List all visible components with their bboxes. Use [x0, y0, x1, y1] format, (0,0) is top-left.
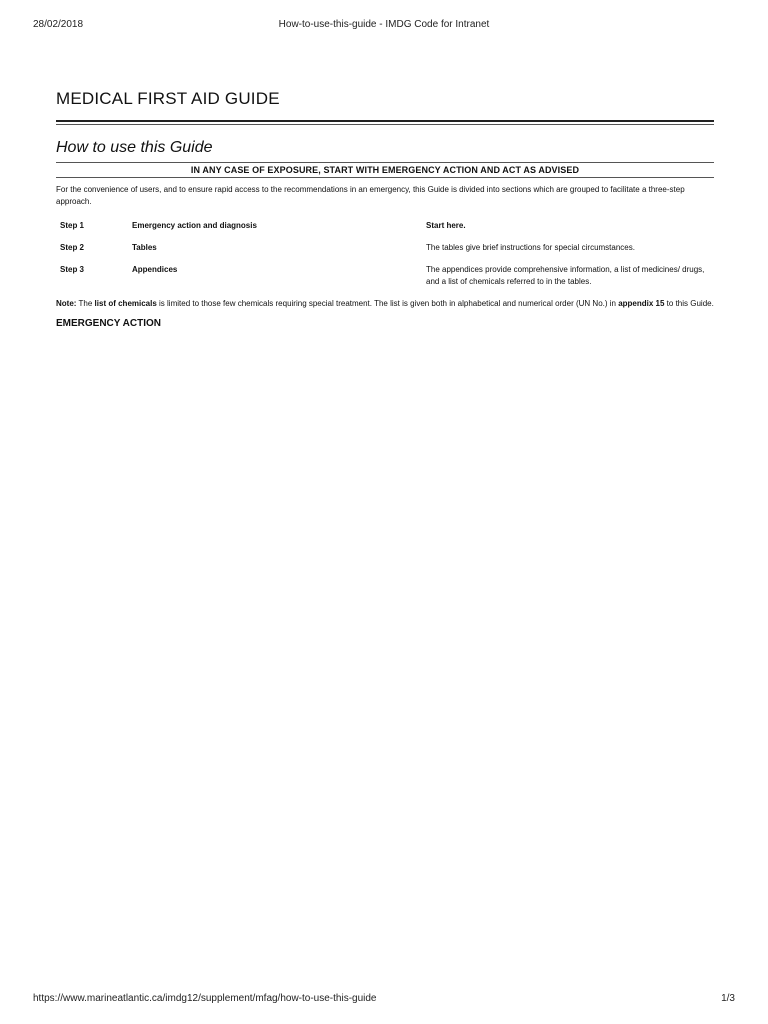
step-label: Step 2 — [60, 243, 85, 252]
step-name: Tables — [132, 243, 157, 252]
note-text: is limited to those few chemicals requiring special treatment. The list is given both in alphabetical and numerical order (UN No.) in — [156, 299, 619, 308]
step-name: Emergency action and diagnosis — [132, 221, 257, 230]
note-label: Note: — [56, 299, 77, 308]
print-date: 28/02/2018 — [33, 19, 84, 30]
main-content — [56, 88, 714, 329]
title-divider — [56, 120, 714, 125]
step-description: Start here. — [426, 221, 466, 230]
step-label: Step 1 — [60, 221, 85, 230]
emergency-action-heading: EMERGENCY ACTION — [56, 318, 162, 329]
table-row — [56, 264, 714, 298]
page-number: 1/3 — [721, 993, 735, 1004]
page-title: MEDICAL FIRST AID GUIDE — [56, 89, 280, 108]
step-label: Step 3 — [60, 265, 85, 274]
note-paragraph — [56, 298, 714, 310]
note-text: to this Guide. — [664, 299, 714, 308]
note-chemicals-link: list of chemicals — [94, 299, 157, 308]
intro-paragraph: For the convenience of users, and to ensure rapid access to the recommendations in an emergency, this Guide is divided into sections which are grouped to facilitate a three-step approach. — [56, 185, 685, 206]
exposure-banner: IN ANY CASE OF EXPOSURE, START WITH EMERGENCY ACTION AND ACT AS ADVISED — [56, 162, 714, 178]
note-appendix-ref: appendix 15 — [618, 299, 665, 308]
table-row — [56, 242, 714, 264]
steps-table — [56, 220, 714, 298]
print-header — [33, 19, 735, 33]
print-doc-title: How-to-use-this-guide - IMDG Code for Intranet — [278, 19, 490, 30]
step-name: Appendices — [132, 265, 178, 274]
print-footer — [33, 993, 735, 1007]
print-url: https://www.marineatlantic.ca/imdg12/supplement/mfag/how-to-use-this-guide — [33, 993, 377, 1004]
step-description: The appendices provide comprehensive information, a list of medicines/ drugs, and a list of chemicals referred to in the tables. — [426, 265, 705, 286]
step-description: The tables give brief instructions for special circumstances. — [426, 243, 635, 252]
table-row — [56, 220, 714, 242]
section-title: How to use this Guide — [56, 139, 213, 156]
note-text: The — [76, 299, 95, 308]
